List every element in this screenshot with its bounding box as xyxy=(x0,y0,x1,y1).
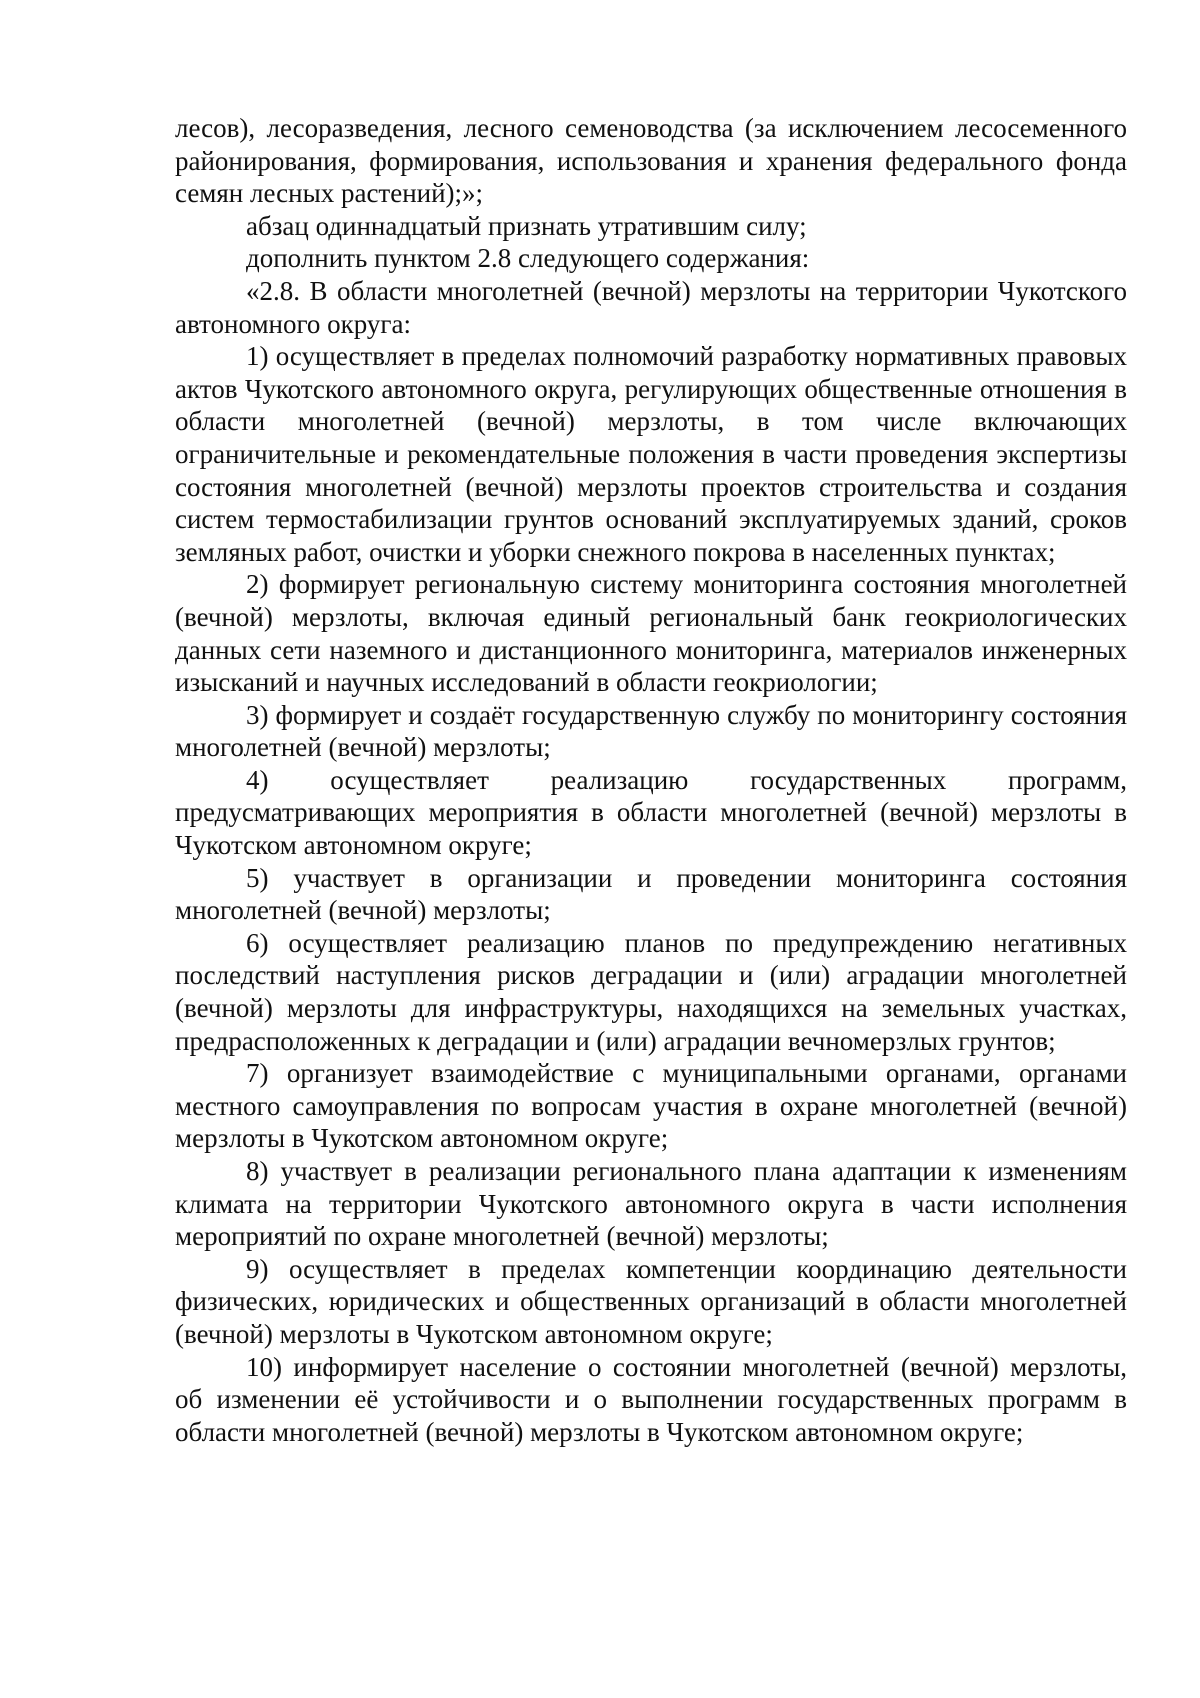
list-item-10: 10) информирует население о состоянии многолетней (вечной) мерзлоты, об изменении её устойчивости и о выполнении государственных программ в области многолетней (вечной) мерзлоты в Чукотском автономном округе; xyxy=(175,1351,1127,1447)
list-item-2: 2) формирует региональную систему мониторинга состояния многолетней (вечной) мерзлоты, включая единый региональный банк геокриологических данных сети наземного и дистанционного мониторинга, материалов инженерных изысканий и научных исследований в области геокриологии; xyxy=(175,569,1127,698)
list-item-8: 8) участвует в реализации регионального плана адаптации к изменениям климата на территории Чукотского автономного округа в части исполнения мероприятий по охране многолетней (вечной) мерзлоты; xyxy=(175,1156,1127,1252)
document-page xyxy=(175,112,1127,1448)
list-item-3: 3) формирует и создаёт государственную службу по мониторингу состояния многолетней (вечной) мерзлоты; xyxy=(175,699,1127,763)
list-item-4: 4) осуществляет реализацию государственных программ, предусматривающих мероприятия в области многолетней (вечной) мерзлоты в Чукотском автономном округе; xyxy=(175,764,1127,861)
list-item-7: 7) организует взаимодействие с муниципальными органами, органами местного самоуправления по вопросам участия в охране многолетней (вечной) мерзлоты в Чукотском автономном округе; xyxy=(175,1058,1127,1154)
list-item-9: 9) осуществляет в пределах компетенции координацию деятельности физических, юридических и общественных организаций в области многолетней (вечной) мерзлоты в Чукотском автономном округе; xyxy=(175,1253,1127,1349)
list-item-6: 6) осуществляет реализацию планов по предупреждению негативных последствий наступления рисков деградации и (или) аградации многолетней (вечной) мерзлоты для инфраструктуры, находящихся на земельных участках, предрасположенных к деградации и (или) аградации вечномерзлых грунтов; xyxy=(175,927,1127,1056)
paragraph-continuation: лесов), лесоразведения, лесного семеноводства (за исключением лесосеменного районирования, формирования, использования и хранения федерального фонда семян лесных растений);»; xyxy=(175,113,1127,209)
list-item-1: 1) осуществляет в пределах полномочий разработку нормативных правовых актов Чукотского автономного округа, регулирующих общественные отношения в области многолетней (вечной) мерзлоты, в том числе включающих ограничительные и рекомендательные положения в части проведения экспертизы состояния многолетней (вечной) мерзлоты проектов строительства и создания систем термостабилизации грунтов оснований эксплуатируемых зданий, сроков земляных работ, очистки и уборки снежного покрова в населенных пунктах; xyxy=(175,341,1127,567)
list-item-5: 5) участвует в организации и проведении мониторинга состояния многолетней (вечной) мерзлоты; xyxy=(175,862,1127,926)
paragraph-add-2-8: дополнить пунктом 2.8 следующего содержания: xyxy=(246,243,810,274)
paragraph-abzac-11: абзац одиннадцатый признать утратившим силу; xyxy=(246,210,807,241)
paragraph-section-2-8: «2.8. В области многолетней (вечной) мерзлоты на территории Чукотского автономного округа: xyxy=(175,275,1127,339)
